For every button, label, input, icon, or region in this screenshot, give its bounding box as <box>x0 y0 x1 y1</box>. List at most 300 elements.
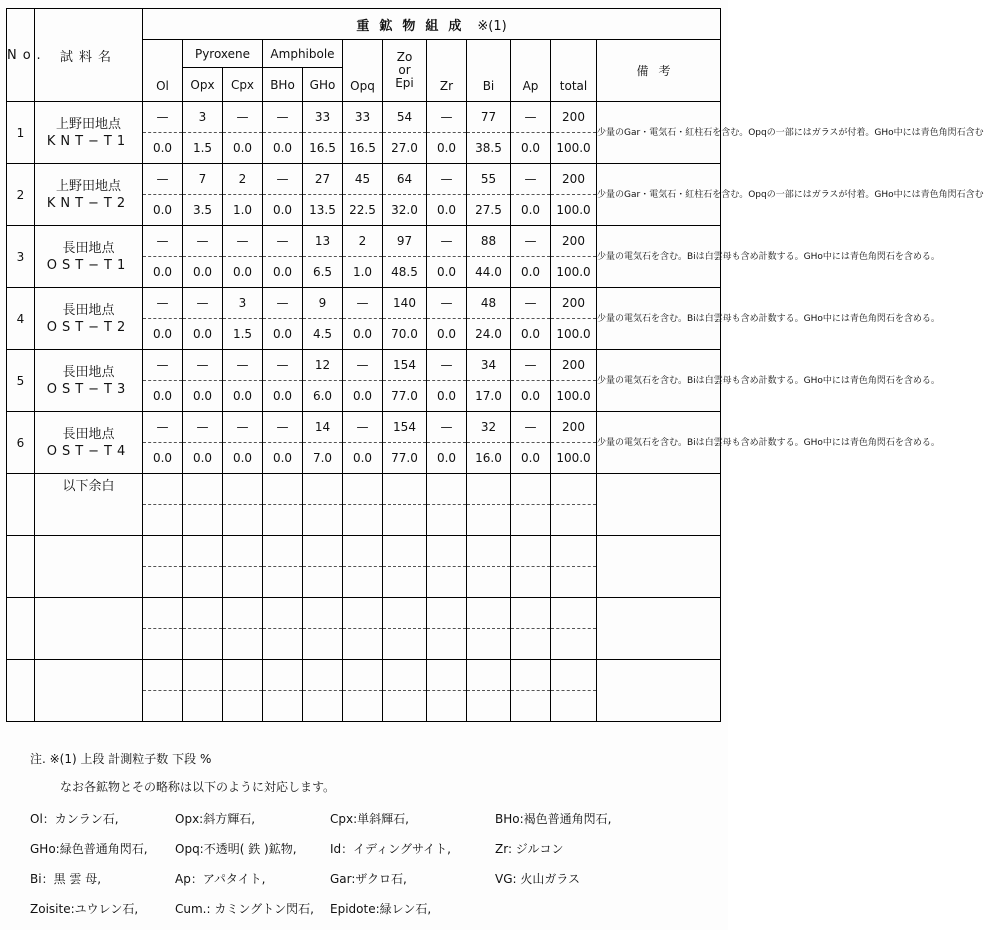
percent-cell: 13.5 <box>303 195 343 226</box>
percent-cell: 6.5 <box>303 257 343 288</box>
count-cell: 9 <box>303 288 343 319</box>
blank-cell <box>511 474 551 505</box>
abbreviation-item: Zr: ジルコン <box>495 842 564 856</box>
count-cell: — <box>343 350 383 381</box>
percent-cell: 0.0 <box>263 319 303 350</box>
abbreviation-item: Opx:斜方輝石, <box>175 812 256 826</box>
header-total: total <box>551 40 597 102</box>
sample-site: 長田地点 <box>62 240 115 256</box>
percent-cell: 77.0 <box>383 443 427 474</box>
percent-cell: 38.5 <box>467 133 511 164</box>
blank-cell <box>511 505 551 536</box>
count-cell: — <box>183 412 223 443</box>
sample-name <box>35 226 143 288</box>
count-cell: — <box>427 412 467 443</box>
blank-cell <box>263 691 303 722</box>
count-cell: 140 <box>383 288 427 319</box>
sample-site: 長田地点 <box>62 364 115 380</box>
blank-cell <box>343 629 383 660</box>
note-line-1: 注. ※(1) 上段 計測粒子数 下段 % <box>30 752 212 766</box>
percent-cell: 1.5 <box>183 133 223 164</box>
count-cell: — <box>223 412 263 443</box>
blank-cell <box>263 660 303 691</box>
count-cell: — <box>511 164 551 195</box>
percent-cell: 0.0 <box>263 443 303 474</box>
percent-cell: 0.0 <box>427 133 467 164</box>
blank-cell <box>427 629 467 660</box>
blank-row <box>7 660 721 691</box>
header-sample-name: 試料名 <box>35 9 143 102</box>
blank-cell <box>223 474 263 505</box>
percent-cell: 16.5 <box>303 133 343 164</box>
blank-cell <box>467 660 511 691</box>
count-cell: 33 <box>303 102 343 133</box>
sample-name <box>35 412 143 474</box>
abbreviation-item: Cpx:単斜輝石, <box>330 812 409 826</box>
blank-cell <box>263 629 303 660</box>
count-cell: 200 <box>551 412 597 443</box>
count-cell: — <box>143 412 183 443</box>
percent-cell: 0.0 <box>263 133 303 164</box>
blank-cell <box>263 505 303 536</box>
percent-cell: 22.5 <box>343 195 383 226</box>
remarks-cell: 少量のGar・電気石・紅柱石を含む。Opqの一部にはガラスが付着。GHo中には青色角閃石含む <box>597 102 721 164</box>
percent-cell: 16.0 <box>467 443 511 474</box>
blank-cell <box>223 598 263 629</box>
percent-cell: 100.0 <box>551 319 597 350</box>
count-cell: — <box>511 102 551 133</box>
count-cell: — <box>427 288 467 319</box>
blank-remarks-cell <box>597 536 721 598</box>
header-zo: Zo <box>396 50 413 64</box>
count-cell: 88 <box>467 226 511 257</box>
percent-cell: 27.5 <box>467 195 511 226</box>
count-cell: — <box>143 102 183 133</box>
count-cell: — <box>143 164 183 195</box>
sample-name <box>35 288 143 350</box>
blank-cell <box>223 660 263 691</box>
blank-cell <box>383 660 427 691</box>
sample-code: OST−T1 <box>46 257 131 273</box>
blank-cell <box>383 629 427 660</box>
percent-cell: 0.0 <box>183 319 223 350</box>
note-line-2: なお各鉱物とその略称は以下のように対応します。 <box>60 780 336 794</box>
blank-name-cell <box>35 660 143 722</box>
percent-cell: 0.0 <box>143 319 183 350</box>
percent-cell: 100.0 <box>551 257 597 288</box>
blank-cell <box>303 505 343 536</box>
table-row <box>7 226 721 257</box>
percent-cell: 4.5 <box>303 319 343 350</box>
count-cell: — <box>427 102 467 133</box>
blank-no-cell <box>7 598 35 660</box>
count-cell: 13 <box>303 226 343 257</box>
blank-cell <box>427 598 467 629</box>
percent-cell: 0.0 <box>427 195 467 226</box>
count-cell: — <box>223 350 263 381</box>
blank-cell <box>383 474 427 505</box>
header-pyroxene: Pyroxene <box>183 40 263 68</box>
blank-cell <box>343 474 383 505</box>
percent-cell: 44.0 <box>467 257 511 288</box>
blank-cell <box>551 691 597 722</box>
count-cell: 7 <box>183 164 223 195</box>
blank-cell <box>383 598 427 629</box>
blank-cell <box>551 660 597 691</box>
blank-cell <box>511 598 551 629</box>
count-cell: — <box>427 350 467 381</box>
blank-cell <box>427 567 467 598</box>
blank-cell <box>427 505 467 536</box>
blank-cell <box>183 629 223 660</box>
blank-cell <box>383 536 427 567</box>
count-cell: 12 <box>303 350 343 381</box>
header-epi: Epi <box>395 76 414 90</box>
row-no: 1 <box>7 102 35 164</box>
blank-cell <box>303 691 343 722</box>
blank-cell <box>223 629 263 660</box>
sample-site: 上野田地点 <box>55 116 121 132</box>
count-cell: 154 <box>383 412 427 443</box>
blank-cell <box>263 536 303 567</box>
remarks-cell: 少量の電気石を含む。Biは白雲母も含め計数する。GHo中には青色角閃石を含める。 <box>597 288 721 350</box>
header-remarks: 備考 <box>597 40 721 102</box>
blank-cell <box>467 567 511 598</box>
blank-cell <box>143 474 183 505</box>
abbreviation-item: Ap：アパタイト, <box>175 872 266 886</box>
table-row <box>7 350 721 381</box>
blank-cell <box>551 474 597 505</box>
count-cell: — <box>143 350 183 381</box>
row-no: 4 <box>7 288 35 350</box>
blank-cell <box>511 567 551 598</box>
blank-cell <box>143 629 183 660</box>
blank-cell <box>143 660 183 691</box>
sample-name <box>35 164 143 226</box>
count-cell: 64 <box>383 164 427 195</box>
blank-label: 以下余白 <box>35 474 143 536</box>
count-cell: — <box>263 350 303 381</box>
count-cell: — <box>511 226 551 257</box>
count-cell: — <box>223 226 263 257</box>
count-cell: 200 <box>551 288 597 319</box>
title-text: 重鉱物組成 <box>356 18 472 34</box>
blank-cell <box>343 660 383 691</box>
blank-cell <box>467 629 511 660</box>
blank-cell <box>303 474 343 505</box>
remarks-cell: 少量のGar・電気石・紅柱石を含む。Opqの一部にはガラスが付着。GHo中には青色角閃石含む <box>597 164 721 226</box>
blank-cell <box>343 536 383 567</box>
blank-cell <box>551 598 597 629</box>
header-bho: BHo <box>263 68 303 102</box>
blank-cell <box>223 691 263 722</box>
header-opq: Opq <box>343 40 383 102</box>
percent-cell: 0.0 <box>263 195 303 226</box>
blank-cell <box>467 474 511 505</box>
header-opx: Opx <box>183 68 223 102</box>
blank-cell <box>511 629 551 660</box>
abbreviation-item: Epidote:緑レン石, <box>330 902 432 916</box>
table-row <box>7 412 721 443</box>
percent-cell: 0.0 <box>143 381 183 412</box>
count-cell: 200 <box>551 350 597 381</box>
percent-cell: 0.0 <box>263 381 303 412</box>
percent-cell: 0.0 <box>427 381 467 412</box>
percent-cell: 0.0 <box>511 319 551 350</box>
blank-cell <box>551 567 597 598</box>
header-or: or <box>398 63 411 77</box>
sample-site: 長田地点 <box>62 302 115 318</box>
row-no: 6 <box>7 412 35 474</box>
count-cell: — <box>511 350 551 381</box>
abbreviation-item: BHo:褐色普通角閃石, <box>495 812 612 826</box>
blank-cell <box>223 536 263 567</box>
percent-cell: 0.0 <box>183 443 223 474</box>
count-cell: 97 <box>383 226 427 257</box>
blank-cell <box>427 691 467 722</box>
blank-cell <box>143 505 183 536</box>
percent-cell: 100.0 <box>551 133 597 164</box>
count-cell: — <box>511 288 551 319</box>
abbreviation-item: Ol：カンラン石, <box>30 812 119 826</box>
blank-cell <box>263 474 303 505</box>
blank-cell <box>183 505 223 536</box>
sample-code: KNT−T1 <box>46 133 131 149</box>
abbreviation-item: Id：イディングサイト, <box>330 842 451 856</box>
percent-cell: 0.0 <box>427 319 467 350</box>
header-zo-or-epi <box>383 40 427 102</box>
remarks-cell: 少量の電気石を含む。Biは白雲母も含め計数する。GHo中には青色角閃石を含める。 <box>597 350 721 412</box>
blank-cell <box>143 567 183 598</box>
percent-cell: 17.0 <box>467 381 511 412</box>
blank-cell <box>263 598 303 629</box>
blank-cell <box>467 691 511 722</box>
percent-cell: 0.0 <box>143 133 183 164</box>
blank-cell <box>427 660 467 691</box>
count-cell: — <box>427 226 467 257</box>
blank-name-cell <box>35 536 143 598</box>
header-bi: Bi <box>467 40 511 102</box>
count-cell: — <box>183 226 223 257</box>
sample-site: 長田地点 <box>62 426 115 442</box>
blank-cell <box>343 598 383 629</box>
blank-cell <box>551 536 597 567</box>
percent-cell: 0.0 <box>343 319 383 350</box>
blank-cell <box>383 691 427 722</box>
blank-cell <box>511 536 551 567</box>
count-cell: 32 <box>467 412 511 443</box>
percent-cell: 0.0 <box>183 257 223 288</box>
count-cell: 200 <box>551 226 597 257</box>
abbreviation-item: Cum.: カミングトン閃石, <box>175 902 314 916</box>
percent-cell: 100.0 <box>551 381 597 412</box>
percent-cell: 32.0 <box>383 195 427 226</box>
count-cell: — <box>427 164 467 195</box>
abbreviation-item: GHo:緑色普通角閃石, <box>30 842 148 856</box>
header-ol: Ol <box>143 40 183 102</box>
count-cell: 200 <box>551 164 597 195</box>
percent-cell: 100.0 <box>551 443 597 474</box>
abbreviation-item: Zoisite:ユウレン石, <box>30 902 139 916</box>
row-no: 5 <box>7 350 35 412</box>
count-cell: — <box>183 350 223 381</box>
blank-cell <box>143 691 183 722</box>
sample-code: OST−T4 <box>46 443 131 459</box>
blank-row <box>7 474 721 505</box>
count-cell: — <box>143 226 183 257</box>
blank-remarks-cell <box>597 474 721 536</box>
percent-cell: 0.0 <box>343 443 383 474</box>
sample-site: 上野田地点 <box>55 178 121 194</box>
blank-cell <box>183 474 223 505</box>
count-cell: 48 <box>467 288 511 319</box>
percent-cell: 48.5 <box>383 257 427 288</box>
blank-cell <box>383 505 427 536</box>
blank-cell <box>223 505 263 536</box>
title-note: ※(1) <box>477 18 507 34</box>
remarks-cell: 少量の電気石を含む。Biは白雲母も含め計数する。GHo中には青色角閃石を含める。 <box>597 226 721 288</box>
table-row <box>7 164 721 195</box>
blank-cell <box>183 691 223 722</box>
table-row <box>7 288 721 319</box>
blank-cell <box>303 567 343 598</box>
blank-cell <box>303 598 343 629</box>
percent-cell: 0.0 <box>427 443 467 474</box>
header-ap: Ap <box>511 40 551 102</box>
header-cpx: Cpx <box>223 68 263 102</box>
blank-cell <box>183 567 223 598</box>
percent-cell: 1.5 <box>223 319 263 350</box>
blank-cell <box>303 660 343 691</box>
count-cell: 33 <box>343 102 383 133</box>
abbreviation-item: VG: 火山ガラス <box>495 872 581 886</box>
header-gho: GHo <box>303 68 343 102</box>
sample-code: KNT−T2 <box>46 195 131 211</box>
blank-cell <box>551 629 597 660</box>
count-cell: 45 <box>343 164 383 195</box>
count-cell: — <box>223 102 263 133</box>
percent-cell: 0.0 <box>343 381 383 412</box>
count-cell: — <box>343 288 383 319</box>
blank-row <box>7 598 721 629</box>
count-cell: 54 <box>383 102 427 133</box>
header-zr: Zr <box>427 40 467 102</box>
percent-cell: 0.0 <box>223 133 263 164</box>
heavy-mineral-table <box>6 8 984 722</box>
blank-cell <box>467 505 511 536</box>
percent-cell: 77.0 <box>383 381 427 412</box>
count-cell: — <box>263 164 303 195</box>
sample-code: OST−T3 <box>46 381 131 397</box>
blank-cell <box>143 536 183 567</box>
blank-cell <box>511 691 551 722</box>
abbreviation-item: Opq:不透明( 鉄 )鉱物, <box>175 842 297 856</box>
percent-cell: 0.0 <box>143 443 183 474</box>
count-cell: 77 <box>467 102 511 133</box>
abbreviation-item: Gar:ザクロ石, <box>330 872 407 886</box>
percent-cell: 0.0 <box>511 381 551 412</box>
count-cell: 55 <box>467 164 511 195</box>
blank-cell <box>223 567 263 598</box>
count-cell: — <box>263 102 303 133</box>
percent-cell: 0.0 <box>511 443 551 474</box>
header-amphibole: Amphibole <box>263 40 343 68</box>
blank-row <box>7 536 721 567</box>
blank-cell <box>427 474 467 505</box>
table-row <box>7 102 721 133</box>
remarks-cell: 少量の電気石を含む。Biは白雲母も含め計数する。GHo中には青色角閃石を含める。 <box>597 412 721 474</box>
percent-cell: 0.0 <box>143 257 183 288</box>
percent-cell: 100.0 <box>551 195 597 226</box>
blank-cell <box>467 536 511 567</box>
percent-cell: 0.0 <box>223 443 263 474</box>
row-no: 2 <box>7 164 35 226</box>
percent-cell: 27.0 <box>383 133 427 164</box>
blank-cell <box>263 567 303 598</box>
blank-cell <box>343 567 383 598</box>
percent-cell: 0.0 <box>223 257 263 288</box>
abbreviation-item: Bi：黒 雲 母, <box>30 872 102 886</box>
count-cell: 3 <box>223 288 263 319</box>
blank-no-cell <box>7 660 35 722</box>
count-cell: — <box>263 226 303 257</box>
count-cell: 3 <box>183 102 223 133</box>
count-cell: 2 <box>343 226 383 257</box>
percent-cell: 16.5 <box>343 133 383 164</box>
percent-cell: 0.0 <box>263 257 303 288</box>
blank-cell <box>303 629 343 660</box>
count-cell: — <box>263 288 303 319</box>
blank-cell <box>183 598 223 629</box>
blank-cell <box>183 660 223 691</box>
blank-name-cell <box>35 598 143 660</box>
header-no: No. <box>7 9 35 102</box>
blank-cell <box>143 598 183 629</box>
blank-cell <box>511 660 551 691</box>
percent-cell: 6.0 <box>303 381 343 412</box>
percent-cell: 7.0 <box>303 443 343 474</box>
count-cell: 34 <box>467 350 511 381</box>
count-cell: 14 <box>303 412 343 443</box>
count-cell: 27 <box>303 164 343 195</box>
blank-cell <box>467 598 511 629</box>
count-cell: — <box>343 412 383 443</box>
blank-remarks-cell <box>597 660 721 722</box>
count-cell: — <box>511 412 551 443</box>
blank-cell <box>343 691 383 722</box>
row-no: 3 <box>7 226 35 288</box>
blank-cell <box>551 505 597 536</box>
percent-cell: 0.0 <box>511 257 551 288</box>
blank-cell <box>383 567 427 598</box>
percent-cell: 0.0 <box>511 133 551 164</box>
blank-cell <box>303 536 343 567</box>
sample-code: OST−T2 <box>46 319 131 335</box>
percent-cell: 1.0 <box>223 195 263 226</box>
percent-cell: 3.5 <box>183 195 223 226</box>
blank-remarks-cell <box>597 598 721 660</box>
percent-cell: 1.0 <box>343 257 383 288</box>
percent-cell: 0.0 <box>511 195 551 226</box>
percent-cell: 24.0 <box>467 319 511 350</box>
table-title <box>143 9 721 40</box>
blank-cell <box>427 536 467 567</box>
percent-cell: 0.0 <box>143 195 183 226</box>
percent-cell: 0.0 <box>223 381 263 412</box>
count-cell: 2 <box>223 164 263 195</box>
count-cell: — <box>183 288 223 319</box>
count-cell: — <box>263 412 303 443</box>
